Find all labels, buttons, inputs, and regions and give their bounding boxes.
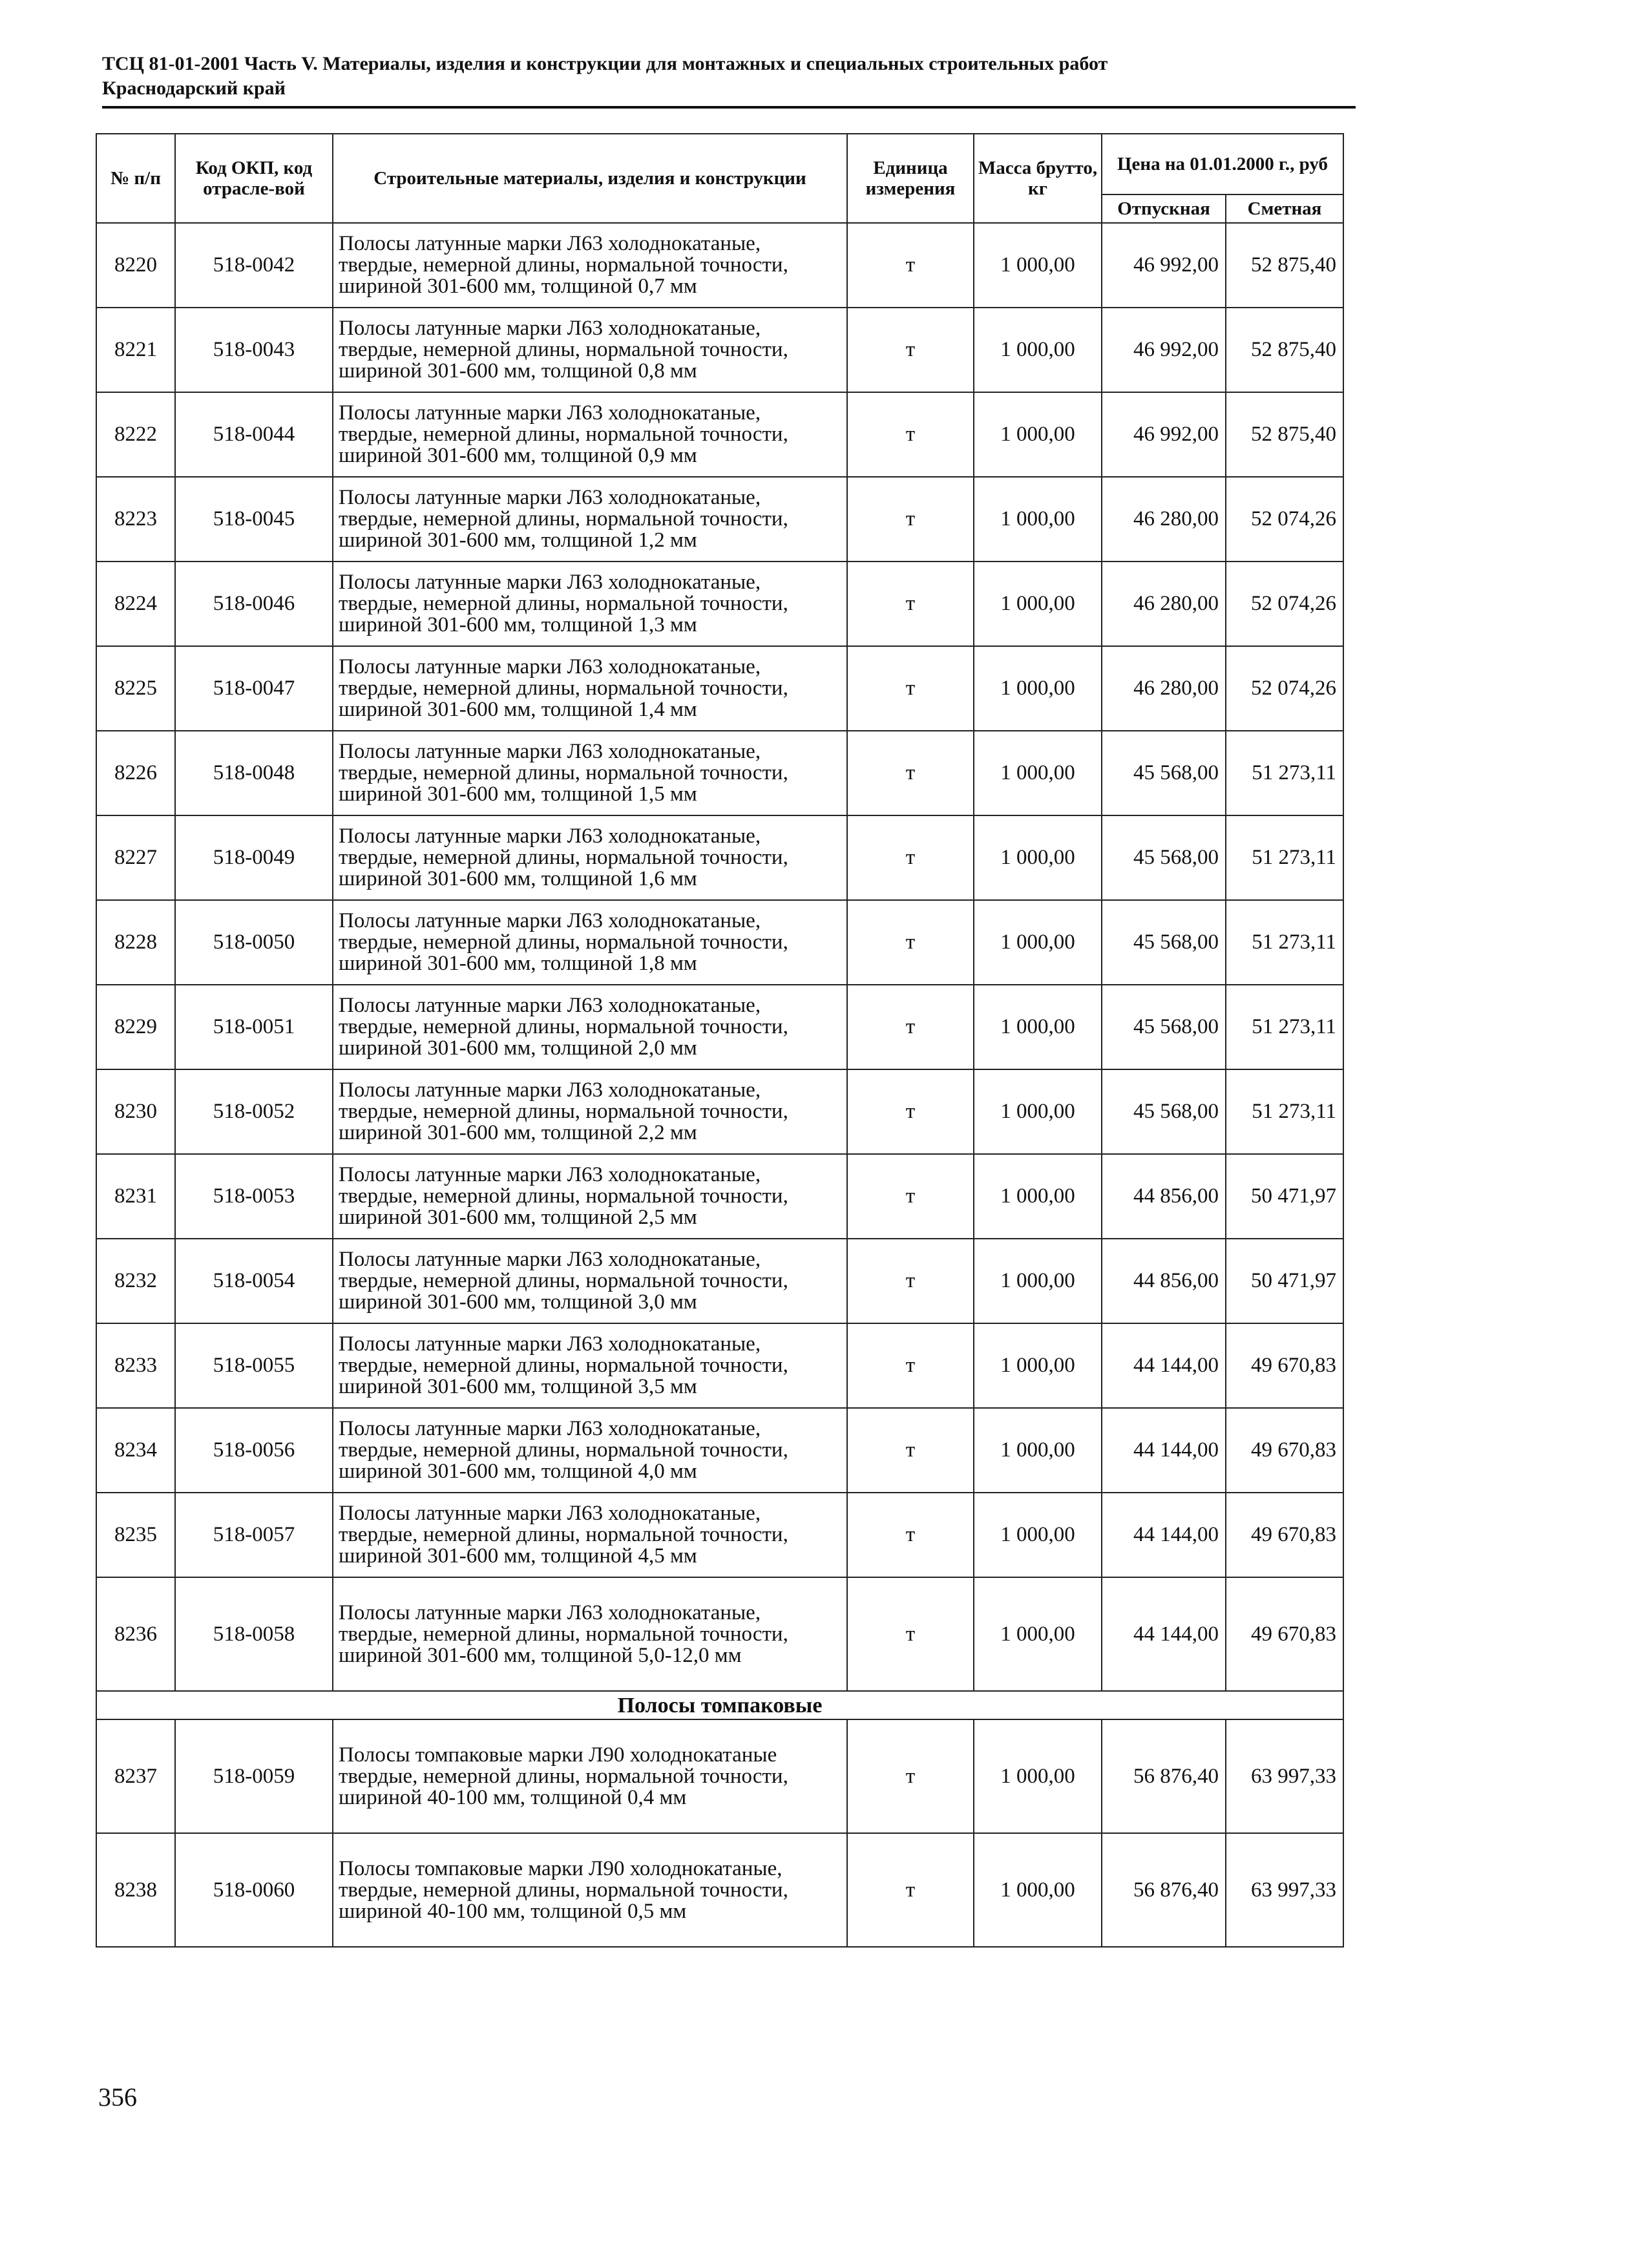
row-release-price: 45 568,00 xyxy=(1102,900,1226,985)
row-description: Полосы латунные марки Л63 холоднокатаные, твердые, немерной длины, нормальной точности, шириной 301-600 мм, толщиной 4,0 мм xyxy=(333,1408,847,1493)
table-row xyxy=(96,477,1343,562)
row-number: 8230 xyxy=(96,1069,175,1154)
row-estimate-price: 63 997,33 xyxy=(1226,1833,1343,1947)
col-header-name: Строительные материалы, изделия и конструкции xyxy=(333,134,847,223)
row-number: 8232 xyxy=(96,1239,175,1323)
row-mass: 1 000,00 xyxy=(974,900,1102,985)
row-description: Полосы латунные марки Л63 холоднокатаные, твердые, немерной длины, нормальной точности, шириной 301-600 мм, толщиной 1,3 мм xyxy=(333,562,847,646)
row-estimate-price: 49 670,83 xyxy=(1226,1323,1343,1408)
row-description: Полосы латунные марки Л63 холоднокатаные, твердые, немерной длины, нормальной точности, шириной 301-600 мм, толщиной 1,5 мм xyxy=(333,731,847,815)
row-release-price: 45 568,00 xyxy=(1102,985,1226,1069)
row-release-price: 44 144,00 xyxy=(1102,1408,1226,1493)
row-unit: т xyxy=(847,1493,974,1577)
row-unit: т xyxy=(847,1323,974,1408)
row-number: 8222 xyxy=(96,392,175,477)
row-mass: 1 000,00 xyxy=(974,1323,1102,1408)
row-release-price: 45 568,00 xyxy=(1102,731,1226,815)
row-number: 8234 xyxy=(96,1408,175,1493)
col-header-unit: Единица измерения xyxy=(847,134,974,223)
row-number: 8220 xyxy=(96,223,175,308)
row-number: 8238 xyxy=(96,1833,175,1947)
row-number: 8236 xyxy=(96,1577,175,1691)
row-unit: т xyxy=(847,731,974,815)
col-header-price-group: Цена на 01.01.2000 г., руб xyxy=(1102,134,1343,194)
row-estimate-price: 49 670,83 xyxy=(1226,1408,1343,1493)
table-row xyxy=(96,815,1343,900)
row-mass: 1 000,00 xyxy=(974,1719,1102,1833)
row-estimate-price: 50 471,97 xyxy=(1226,1154,1343,1239)
row-release-price: 45 568,00 xyxy=(1102,1069,1226,1154)
row-code: 518-0046 xyxy=(175,562,333,646)
row-unit: т xyxy=(847,223,974,308)
row-estimate-price: 52 875,40 xyxy=(1226,223,1343,308)
row-mass: 1 000,00 xyxy=(974,1069,1102,1154)
table-row xyxy=(96,1719,1343,1833)
row-code: 518-0059 xyxy=(175,1719,333,1833)
row-code: 518-0047 xyxy=(175,646,333,731)
table-header xyxy=(96,134,1343,223)
row-number: 8233 xyxy=(96,1323,175,1408)
row-estimate-price: 51 273,11 xyxy=(1226,985,1343,1069)
row-number: 8227 xyxy=(96,815,175,900)
row-mass: 1 000,00 xyxy=(974,1577,1102,1691)
col-header-release-price: Отпускная xyxy=(1102,194,1226,223)
row-unit: т xyxy=(847,562,974,646)
row-number: 8223 xyxy=(96,477,175,562)
row-code: 518-0054 xyxy=(175,1239,333,1323)
row-number: 8231 xyxy=(96,1154,175,1239)
row-estimate-price: 50 471,97 xyxy=(1226,1239,1343,1323)
row-release-price: 44 856,00 xyxy=(1102,1239,1226,1323)
table-row xyxy=(96,900,1343,985)
row-estimate-price: 51 273,11 xyxy=(1226,731,1343,815)
table-row xyxy=(96,1323,1343,1408)
row-code: 518-0057 xyxy=(175,1493,333,1577)
row-code: 518-0052 xyxy=(175,1069,333,1154)
row-code: 518-0048 xyxy=(175,731,333,815)
table-row xyxy=(96,731,1343,815)
row-mass: 1 000,00 xyxy=(974,1154,1102,1239)
document-title: ТСЦ 81-01-2001 Часть V. Материалы, изделия и конструкции для монтажных и специальных строительных работ xyxy=(102,53,1108,74)
section-title: Полосы томпаковые xyxy=(96,1691,1343,1719)
row-mass: 1 000,00 xyxy=(974,223,1102,308)
row-code: 518-0055 xyxy=(175,1323,333,1408)
row-release-price: 46 992,00 xyxy=(1102,223,1226,308)
table-row xyxy=(96,392,1343,477)
row-number: 8235 xyxy=(96,1493,175,1577)
row-description: Полосы латунные марки Л63 холоднокатаные, твердые, немерной длины, нормальной точности, шириной 301-600 мм, толщиной 0,7 мм xyxy=(333,223,847,308)
row-number: 8228 xyxy=(96,900,175,985)
col-header-code: Код ОКП, код отрасле-вой xyxy=(175,134,333,223)
row-release-price: 45 568,00 xyxy=(1102,815,1226,900)
row-unit: т xyxy=(847,477,974,562)
table-row xyxy=(96,1577,1343,1691)
row-estimate-price: 52 875,40 xyxy=(1226,308,1343,392)
row-code: 518-0053 xyxy=(175,1154,333,1239)
row-code: 518-0056 xyxy=(175,1408,333,1493)
row-mass: 1 000,00 xyxy=(974,985,1102,1069)
row-number: 8224 xyxy=(96,562,175,646)
row-unit: т xyxy=(847,1069,974,1154)
row-mass: 1 000,00 xyxy=(974,392,1102,477)
row-unit: т xyxy=(847,646,974,731)
row-release-price: 44 144,00 xyxy=(1102,1493,1226,1577)
section-heading-body xyxy=(96,1691,1343,1719)
row-mass: 1 000,00 xyxy=(974,1239,1102,1323)
col-header-num: № п/п xyxy=(96,134,175,223)
table-row xyxy=(96,562,1343,646)
row-description: Полосы латунные марки Л63 холоднокатаные, твердые, немерной длины, нормальной точности, шириной 301-600 мм, толщиной 3,0 мм xyxy=(333,1239,847,1323)
page-number: 356 xyxy=(98,2083,137,2112)
row-number: 8237 xyxy=(96,1719,175,1833)
row-description: Полосы латунные марки Л63 холоднокатаные, твердые, немерной длины, нормальной точности, шириной 301-600 мм, толщиной 0,9 мм xyxy=(333,392,847,477)
row-unit: т xyxy=(847,1154,974,1239)
row-description: Полосы латунные марки Л63 холоднокатаные, твердые, немерной длины, нормальной точности, шириной 301-600 мм, толщиной 4,5 мм xyxy=(333,1493,847,1577)
row-description: Полосы латунные марки Л63 холоднокатаные, твердые, немерной длины, нормальной точности, шириной 301-600 мм, толщиной 5,0-12,0 мм xyxy=(333,1577,847,1691)
row-code: 518-0051 xyxy=(175,985,333,1069)
row-release-price: 46 992,00 xyxy=(1102,308,1226,392)
row-description: Полосы латунные марки Л63 холоднокатаные, твердые, немерной длины, нормальной точности, шириной 301-600 мм, толщиной 1,6 мм xyxy=(333,815,847,900)
row-release-price: 46 280,00 xyxy=(1102,562,1226,646)
row-unit: т xyxy=(847,1577,974,1691)
row-unit: т xyxy=(847,392,974,477)
table-row xyxy=(96,308,1343,392)
row-unit: т xyxy=(847,1833,974,1947)
row-unit: т xyxy=(847,1719,974,1833)
row-unit: т xyxy=(847,1408,974,1493)
table-body-brass xyxy=(96,223,1343,1691)
row-description: Полосы латунные марки Л63 холоднокатаные, твердые, немерной длины, нормальной точности, шириной 301-600 мм, толщиной 1,2 мм xyxy=(333,477,847,562)
row-estimate-price: 52 875,40 xyxy=(1226,392,1343,477)
price-table xyxy=(96,133,1344,1948)
row-mass: 1 000,00 xyxy=(974,562,1102,646)
row-estimate-price: 63 997,33 xyxy=(1226,1719,1343,1833)
row-description: Полосы томпаковые марки Л90 холоднокатаные твердые, немерной длины, нормальной точности, шириной 40-100 мм, толщиной 0,4 мм xyxy=(333,1719,847,1833)
region-title: Краснодарский край xyxy=(102,78,286,99)
row-unit: т xyxy=(847,308,974,392)
row-description: Полосы томпаковые марки Л90 холоднокатаные, твердые, немерной длины, нормальной точности, шириной 40-100 мм, толщиной 0,5 мм xyxy=(333,1833,847,1947)
row-unit: т xyxy=(847,815,974,900)
row-unit: т xyxy=(847,900,974,985)
price-table-container xyxy=(96,133,1344,1948)
row-estimate-price: 51 273,11 xyxy=(1226,1069,1343,1154)
table-row xyxy=(96,1408,1343,1493)
row-release-price: 46 280,00 xyxy=(1102,477,1226,562)
row-code: 518-0049 xyxy=(175,815,333,900)
row-code: 518-0045 xyxy=(175,477,333,562)
row-code: 518-0044 xyxy=(175,392,333,477)
row-release-price: 44 144,00 xyxy=(1102,1323,1226,1408)
row-description: Полосы латунные марки Л63 холоднокатаные, твердые, немерной длины, нормальной точности, шириной 301-600 мм, толщиной 1,8 мм xyxy=(333,900,847,985)
row-description: Полосы латунные марки Л63 холоднокатаные, твердые, немерной длины, нормальной точности, шириной 301-600 мм, толщиной 2,5 мм xyxy=(333,1154,847,1239)
col-header-mass: Масса брутто, кг xyxy=(974,134,1102,223)
row-mass: 1 000,00 xyxy=(974,477,1102,562)
table-row xyxy=(96,1154,1343,1239)
row-code: 518-0060 xyxy=(175,1833,333,1947)
row-mass: 1 000,00 xyxy=(974,1493,1102,1577)
row-number: 8221 xyxy=(96,308,175,392)
row-estimate-price: 49 670,83 xyxy=(1226,1577,1343,1691)
table-row xyxy=(96,1239,1343,1323)
table-row xyxy=(96,1493,1343,1577)
row-estimate-price: 49 670,83 xyxy=(1226,1493,1343,1577)
row-mass: 1 000,00 xyxy=(974,815,1102,900)
row-release-price: 44 856,00 xyxy=(1102,1154,1226,1239)
row-release-price: 44 144,00 xyxy=(1102,1577,1226,1691)
row-release-price: 56 876,40 xyxy=(1102,1833,1226,1947)
row-description: Полосы латунные марки Л63 холоднокатаные, твердые, немерной длины, нормальной точности, шириной 301-600 мм, толщиной 0,8 мм xyxy=(333,308,847,392)
row-unit: т xyxy=(847,1239,974,1323)
row-mass: 1 000,00 xyxy=(974,731,1102,815)
table-row xyxy=(96,985,1343,1069)
table-row xyxy=(96,223,1343,308)
row-mass: 1 000,00 xyxy=(974,308,1102,392)
row-estimate-price: 51 273,11 xyxy=(1226,815,1343,900)
row-estimate-price: 51 273,11 xyxy=(1226,900,1343,985)
row-mass: 1 000,00 xyxy=(974,1408,1102,1493)
row-release-price: 46 992,00 xyxy=(1102,392,1226,477)
row-code: 518-0043 xyxy=(175,308,333,392)
row-number: 8225 xyxy=(96,646,175,731)
table-row xyxy=(96,1833,1343,1947)
row-code: 518-0042 xyxy=(175,223,333,308)
table-row xyxy=(96,1069,1343,1154)
table-body-tombac xyxy=(96,1719,1343,1947)
row-code: 518-0050 xyxy=(175,900,333,985)
row-estimate-price: 52 074,26 xyxy=(1226,477,1343,562)
row-number: 8226 xyxy=(96,731,175,815)
row-description: Полосы латунные марки Л63 холоднокатаные, твердые, немерной длины, нормальной точности, шириной 301-600 мм, толщиной 2,0 мм xyxy=(333,985,847,1069)
row-estimate-price: 52 074,26 xyxy=(1226,646,1343,731)
row-mass: 1 000,00 xyxy=(974,1833,1102,1947)
row-number: 8229 xyxy=(96,985,175,1069)
row-description: Полосы латунные марки Л63 холоднокатаные, твердые, немерной длины, нормальной точности, шириной 301-600 мм, толщиной 2,2 мм xyxy=(333,1069,847,1154)
row-code: 518-0058 xyxy=(175,1577,333,1691)
row-release-price: 46 280,00 xyxy=(1102,646,1226,731)
row-mass: 1 000,00 xyxy=(974,646,1102,731)
row-release-price: 56 876,40 xyxy=(1102,1719,1226,1833)
col-header-estimate-price: Сметная xyxy=(1226,194,1343,223)
row-description: Полосы латунные марки Л63 холоднокатаные, твердые, немерной длины, нормальной точности, шириной 301-600 мм, толщиной 1,4 мм xyxy=(333,646,847,731)
row-estimate-price: 52 074,26 xyxy=(1226,562,1343,646)
page-header xyxy=(102,52,1356,101)
row-description: Полосы латунные марки Л63 холоднокатаные, твердые, немерной длины, нормальной точности, шириной 301-600 мм, толщиной 3,5 мм xyxy=(333,1323,847,1408)
table-row xyxy=(96,646,1343,731)
row-unit: т xyxy=(847,985,974,1069)
header-divider xyxy=(102,106,1356,109)
